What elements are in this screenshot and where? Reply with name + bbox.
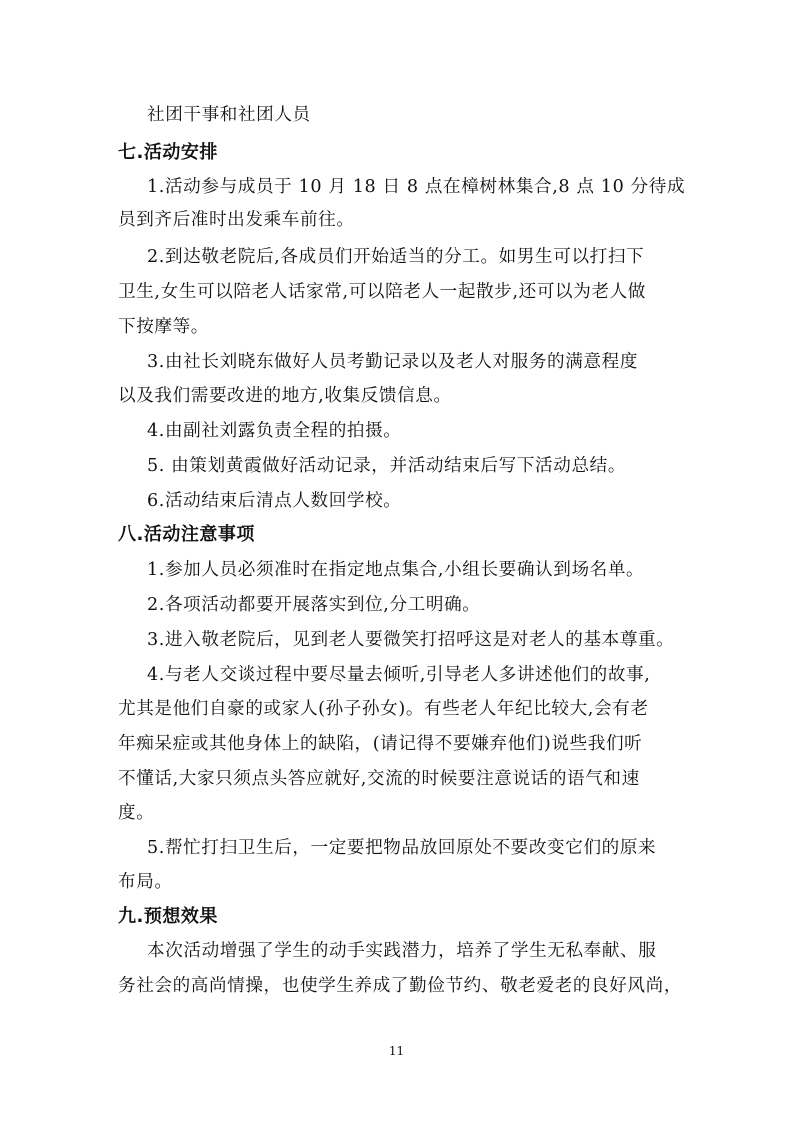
s9-line1: 本次活动增强了学生的动手实践潜力，培养了学生无私奉献、服 (147, 941, 657, 961)
s8-item3: 3.进入敬老院后，见到老人要微笑打招呼这是对老人的基本尊重。 (147, 630, 675, 650)
s7-item6: 6.活动结束后清点人数回学校。 (147, 491, 402, 511)
s7-item3-line1: 3.由社长刘晓东做好人员考勤记录以及老人对服务的满意程度 (147, 352, 639, 372)
s8-item2: 2.各项活动都要开展落实到位,分工明确。 (147, 595, 481, 615)
s7-item1-line2: 员到齐后准时出发乘车前往。 (118, 210, 355, 230)
s7-item3-line2: 以及我们需要改进的地方,收集反馈信息。 (118, 386, 452, 406)
s8-item4-line3: 年痴呆症或其他身体上的缺陷，(请记得不要嫌弃他们)说些我们听 (118, 734, 643, 754)
s8-item4-line4: 不懂话,大家只须点头答应就好,交流的时候要注意说话的语气和速 (118, 769, 640, 789)
s7-item5: 5. 由策划黄霞做好活动记录，并活动结束后写下活动总结。 (147, 456, 627, 476)
s8-item4-line5: 度。 (118, 803, 155, 823)
s8-item5-line2: 布局。 (118, 872, 173, 892)
s7-item2-line3: 下按摩等。 (118, 317, 209, 337)
page-number: 11 (388, 1044, 405, 1058)
section-7-heading: 七.活动安排 (118, 142, 218, 163)
s8-item5-line1: 5.帮忙打扫卫生后，一定要把物品放回原处不要改变它们的原来 (147, 838, 657, 858)
s7-item4: 4.由副社刘露负责全程的拍摄。 (147, 421, 402, 441)
s8-item4-line1: 4.与老人交谈过程中要尽量去倾听,引导老人多讲述他们的故事, (147, 665, 651, 685)
s7-item2-line1: 2.到达敬老院后,各成员们开始适当的分工。如男生可以打扫下 (147, 247, 645, 267)
s7-item1-line1: 1.活动参与成员于 10 月 18 日 8 点在樟树林集合,8 点 10 分待成 (147, 177, 686, 197)
s9-line2: 务社会的高尚情操，也使学生养成了勤俭节约、敬老爱老的良好风尚， (118, 976, 683, 996)
s8-item4-line2: 尤其是他们自豪的或家人(孙子孙女)。有些老人年纪比较大,会有老 (118, 699, 649, 719)
section-9-heading: 九.预想效果 (118, 906, 218, 927)
intro-line: 社团干事和社团人员 (147, 105, 311, 125)
s7-item2-line2: 卫生,女生可以陪老人话家常,可以陪老人一起散步,还可以为老人做 (118, 282, 647, 302)
s8-item1: 1.参加人员必须准时在指定地点集合,小组长要确认到场名单。 (147, 560, 645, 580)
section-8-heading: 八.活动注意事项 (118, 524, 255, 545)
